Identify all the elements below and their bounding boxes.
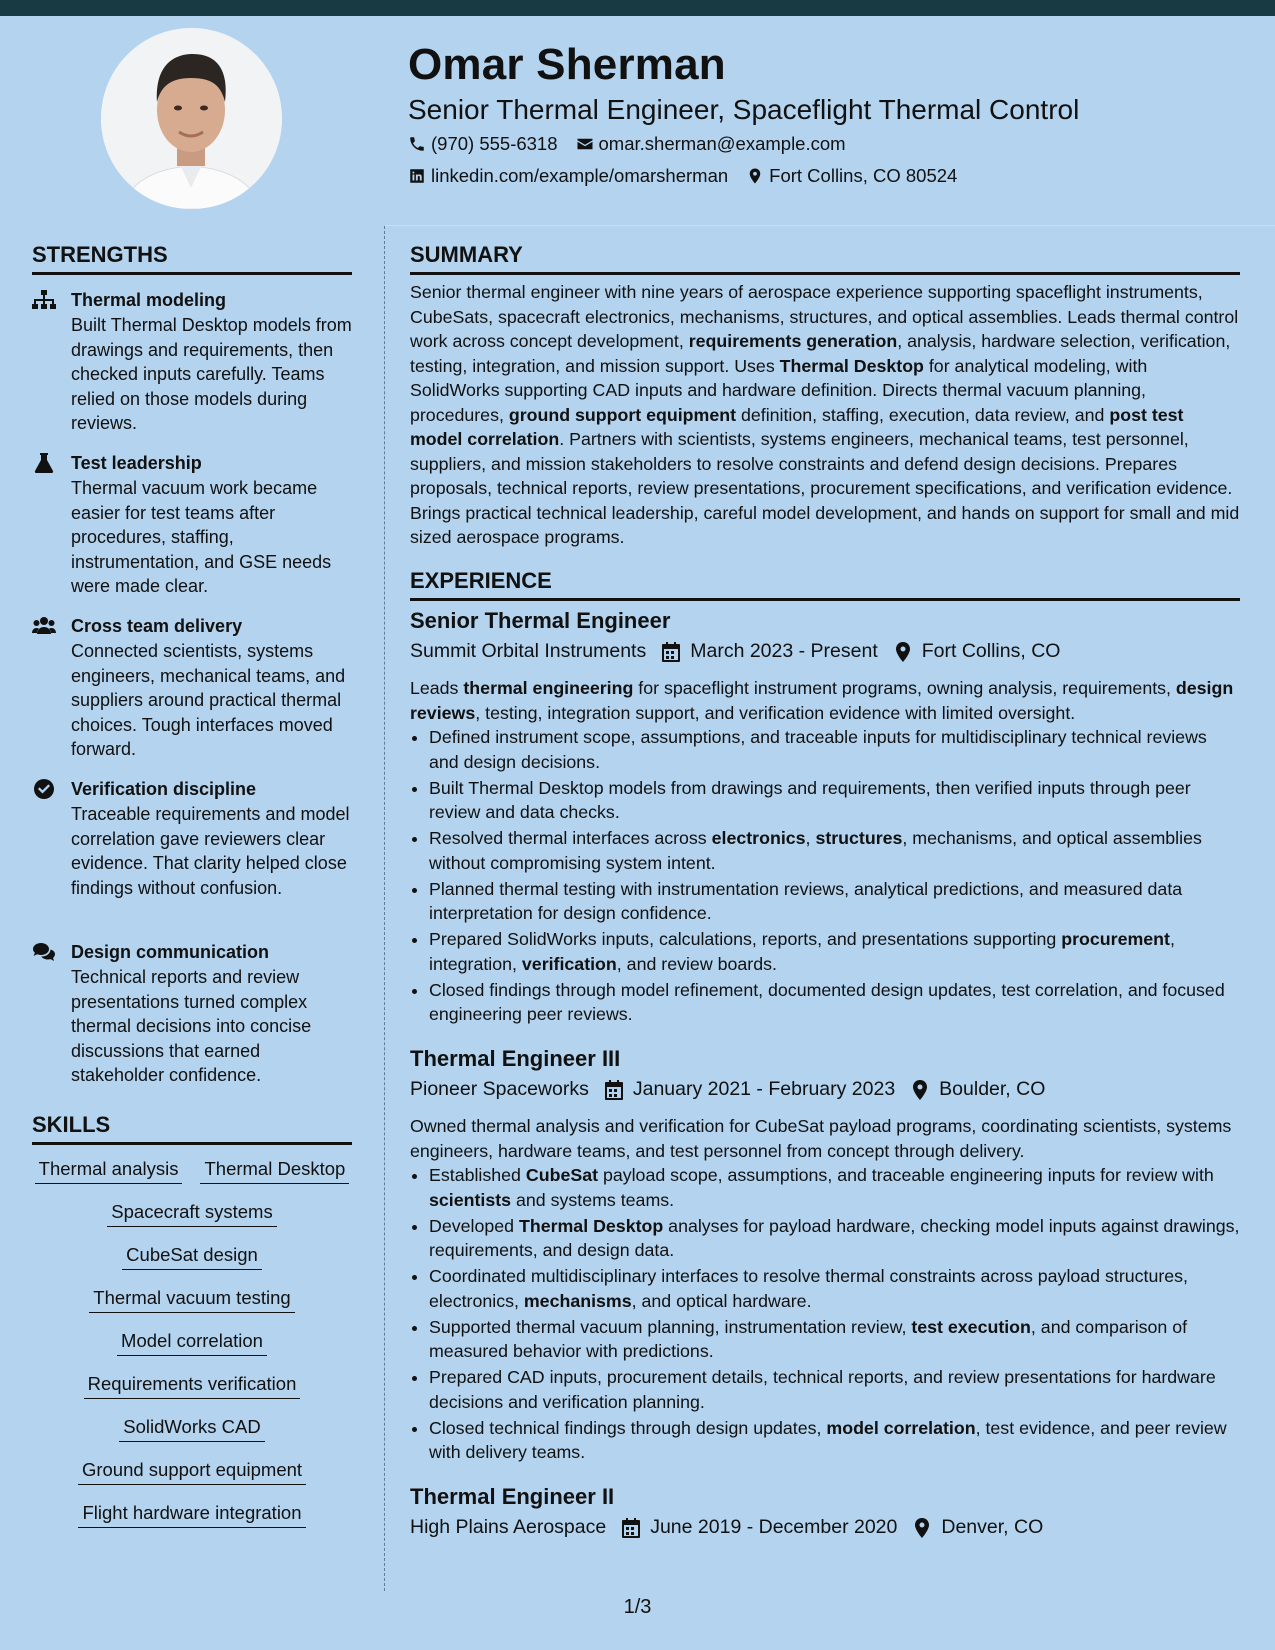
location-text: Fort Collins, CO 80524 <box>769 165 958 186</box>
skill-tag: Thermal analysis <box>35 1158 183 1184</box>
job-meta <box>410 640 1076 663</box>
job-meta <box>410 1516 1059 1539</box>
skill-tag: Thermal vacuum testing <box>89 1287 294 1313</box>
skill-tag: Ground support equipment <box>78 1459 306 1485</box>
map-pin-icon <box>894 642 912 662</box>
job-dates: June 2019 - December 2020 <box>650 1516 898 1538</box>
job-title: Senior Thermal Engineer <box>410 608 671 633</box>
header-divider <box>385 225 1275 226</box>
summary-text: Senior thermal engineer with nine years of aerospace experience supporting spaceflight instruments, CubeSats, spacecraft electronics, mechanisms, structures, and optical assemblies. Leads thermal control work across concept development, requirements generation, analysis, hardware selection, verification, testing, integration, and mission support. Uses Thermal Desktop for analytical modeling, with SolidWorks supporting CAD inputs and hardware definition. Directs thermal vacuum planning, procedures, ground support equipment definition, staffing, execution, data review, and post test model correlation. Partners with scientists, systems engineers, mechanical teams, test personnel, suppliers, and mission stakeholders to resolve constraints and defend design decisions. Prepares proposals, technical reports, review presentations, procurement specifications, and verification evidence. Brings practical technical leadership, careful model development, and hands on support for small and mid sized aerospace programs. <box>410 282 1240 547</box>
map-pin-icon <box>911 1080 929 1100</box>
strength-text: Connected scientists, systems engineers, mechanical teams, and suppliers around practical thermal choices. Tough interfaces moved forward. <box>71 641 346 759</box>
candidate-name: Omar Sherman <box>408 40 726 89</box>
calendar-icon <box>662 642 680 662</box>
strength-item <box>32 777 352 900</box>
flask-icon <box>32 453 56 473</box>
job-location-wrap <box>911 1078 1045 1101</box>
job-bullet: • Closed technical findings through design updates, model correlation, test evidence, and peer review with delivery teams. <box>429 1416 1240 1465</box>
job-bullet: • Defined instrument scope, assumptions, and traceable inputs for multidisciplinary technical reviews and design decisions. <box>429 725 1240 774</box>
job-description <box>410 676 1240 1028</box>
skill-tag: CubeSat design <box>122 1244 262 1270</box>
job-bullet: • Closed findings through model refinement, documented design updates, test correlation, and focused engineering peer reviews. <box>429 978 1240 1027</box>
skill-tag: Flight hardware integration <box>78 1502 305 1528</box>
page-number: 1/3 <box>623 1596 652 1618</box>
strength-item <box>32 940 352 1088</box>
calendar-icon <box>622 1518 640 1538</box>
strength-title: Design communication <box>71 942 270 962</box>
job-dates-wrap <box>605 1078 895 1101</box>
job-bullet: • Prepared SolidWorks inputs, calculations, reports, and presentations supporting procurement, integration, verification, and review boards. <box>429 927 1240 976</box>
job-bullet: • Resolved thermal interfaces across electronics, structures, mechanisms, and optical assemblies without compromising system intent. <box>429 826 1240 875</box>
job-location: Boulder, CO <box>939 1078 1046 1100</box>
map-pin-icon <box>746 167 764 185</box>
profile-photo <box>101 28 282 209</box>
strength-text: Traceable requirements and model correlation gave reviewers clear evidence. That clarity helped close findings without confusion. <box>71 804 350 898</box>
strength-text: Technical reports and review presentations turned complex thermal decisions into concise discussions that earned stakeholder confidence. <box>71 967 312 1085</box>
strengths-heading: STRENGTHS <box>32 242 352 275</box>
job-title: Thermal Engineer II <box>410 1484 615 1509</box>
job-location: Fort Collins, CO <box>921 640 1061 662</box>
linkedin-icon <box>408 167 426 185</box>
skills-heading: SKILLS <box>32 1112 352 1145</box>
strength-title: Test leadership <box>71 453 202 473</box>
summary-heading: SUMMARY <box>410 242 1240 275</box>
users-icon <box>32 616 56 636</box>
strength-text: Built Thermal Desktop models from drawings and requirements, then checked inputs carefully. Teams relied on those models during reviews. <box>71 315 352 433</box>
person-portrait-image <box>101 28 282 209</box>
job-location: Denver, CO <box>941 1516 1044 1538</box>
phone-contact[interactable] <box>408 133 558 155</box>
job-title: Thermal Engineer III <box>410 1046 621 1071</box>
job-description <box>410 1114 1240 1466</box>
contact-row-2 <box>408 165 975 187</box>
job-bullet: • Established CubeSat payload scope, assumptions, and traceable engineering inputs for review with scientists and systems teams. <box>429 1163 1240 1212</box>
job-bullet: • Planned thermal testing with instrumentation reviews, analytical predictions, and measured data interpretation for design confidence. <box>429 877 1240 926</box>
experience-heading: EXPERIENCE <box>410 568 1240 601</box>
skills-list <box>32 1158 352 1545</box>
job-company: Pioneer Spaceworks <box>410 1078 589 1100</box>
strength-item <box>32 614 352 762</box>
job-bullets <box>410 725 1240 1027</box>
job-dates: January 2021 - February 2023 <box>632 1078 896 1100</box>
skill-tag: Thermal Desktop <box>200 1158 349 1184</box>
phone-icon <box>408 135 426 153</box>
job-bullet: • Built Thermal Desktop models from drawings and requirements, then verified inputs through peer review and data checks. <box>429 776 1240 825</box>
job-bullet: • Coordinated multidisciplinary interfaces to resolve thermal constraints across payload structures, electronics, mechanisms, and optical hardware. <box>429 1264 1240 1313</box>
strength-item <box>32 288 352 436</box>
strength-text: Thermal vacuum work became easier for test teams after procedures, staffing, instrumentation, and GSE needs were made clear. <box>71 478 332 596</box>
job-location-wrap <box>894 640 1061 663</box>
job-dates-wrap <box>662 640 878 663</box>
map-pin-icon <box>913 1518 931 1538</box>
job-bullet: • Supported thermal vacuum planning, instrumentation review, test execution, and comparison of measured behavior with predictions. <box>429 1315 1240 1364</box>
job-meta <box>410 1078 1061 1101</box>
sitemap-icon <box>32 290 56 310</box>
comments-icon <box>32 942 56 962</box>
job-location-wrap <box>913 1516 1043 1539</box>
job-company: High Plains Aerospace <box>410 1516 607 1538</box>
skill-tag: Requirements verification <box>84 1373 301 1399</box>
linkedin-url: linkedin.com/example/omarsherman <box>431 165 729 186</box>
strength-title: Cross team delivery <box>71 616 243 636</box>
linkedin-contact[interactable] <box>408 165 728 187</box>
top-accent-bar <box>0 0 1275 16</box>
check-circle-icon <box>32 779 56 799</box>
skill-tag: SolidWorks CAD <box>119 1416 264 1442</box>
job-bullets <box>410 1163 1240 1465</box>
job-bullet: • Prepared CAD inputs, procurement details, technical reports, and review presentations for hardware decisions and verification planning. <box>429 1365 1240 1414</box>
job-dates-wrap <box>622 1516 897 1539</box>
phone-number: (970) 555-6318 <box>431 133 558 154</box>
job-bullet: • Developed Thermal Desktop analyses for payload hardware, checking model inputs against drawings, requirements, and design data. <box>429 1214 1240 1263</box>
job-dates: March 2023 - Present <box>690 640 878 662</box>
contact-row-1 <box>408 133 864 155</box>
candidate-headline: Senior Thermal Engineer, Spaceflight Thermal Control <box>408 94 1080 125</box>
job-company: Summit Orbital Instruments <box>410 640 647 662</box>
strength-title: Verification discipline <box>71 779 257 799</box>
email-contact[interactable] <box>576 133 846 155</box>
job-intro: Owned thermal analysis and verification for CubeSat payload programs, coordinating scientists, systems engineers, hardware teams, and test personnel from concept through delivery. <box>410 1116 1232 1161</box>
calendar-icon <box>605 1080 623 1100</box>
job-intro: Leads thermal engineering for spaceflight instrument programs, owning analysis, requirements, design reviews, testing, integration support, and verification evidence with limited oversight. <box>410 678 1234 723</box>
location-contact <box>746 165 957 187</box>
envelope-icon <box>576 135 594 153</box>
skill-tag: Spacecraft systems <box>107 1201 276 1227</box>
skill-tag: Model correlation <box>117 1330 267 1356</box>
strength-item <box>32 451 352 599</box>
email-address: omar.sherman@example.com <box>598 133 846 154</box>
strength-title: Thermal modeling <box>71 290 227 310</box>
column-divider <box>384 226 385 1591</box>
